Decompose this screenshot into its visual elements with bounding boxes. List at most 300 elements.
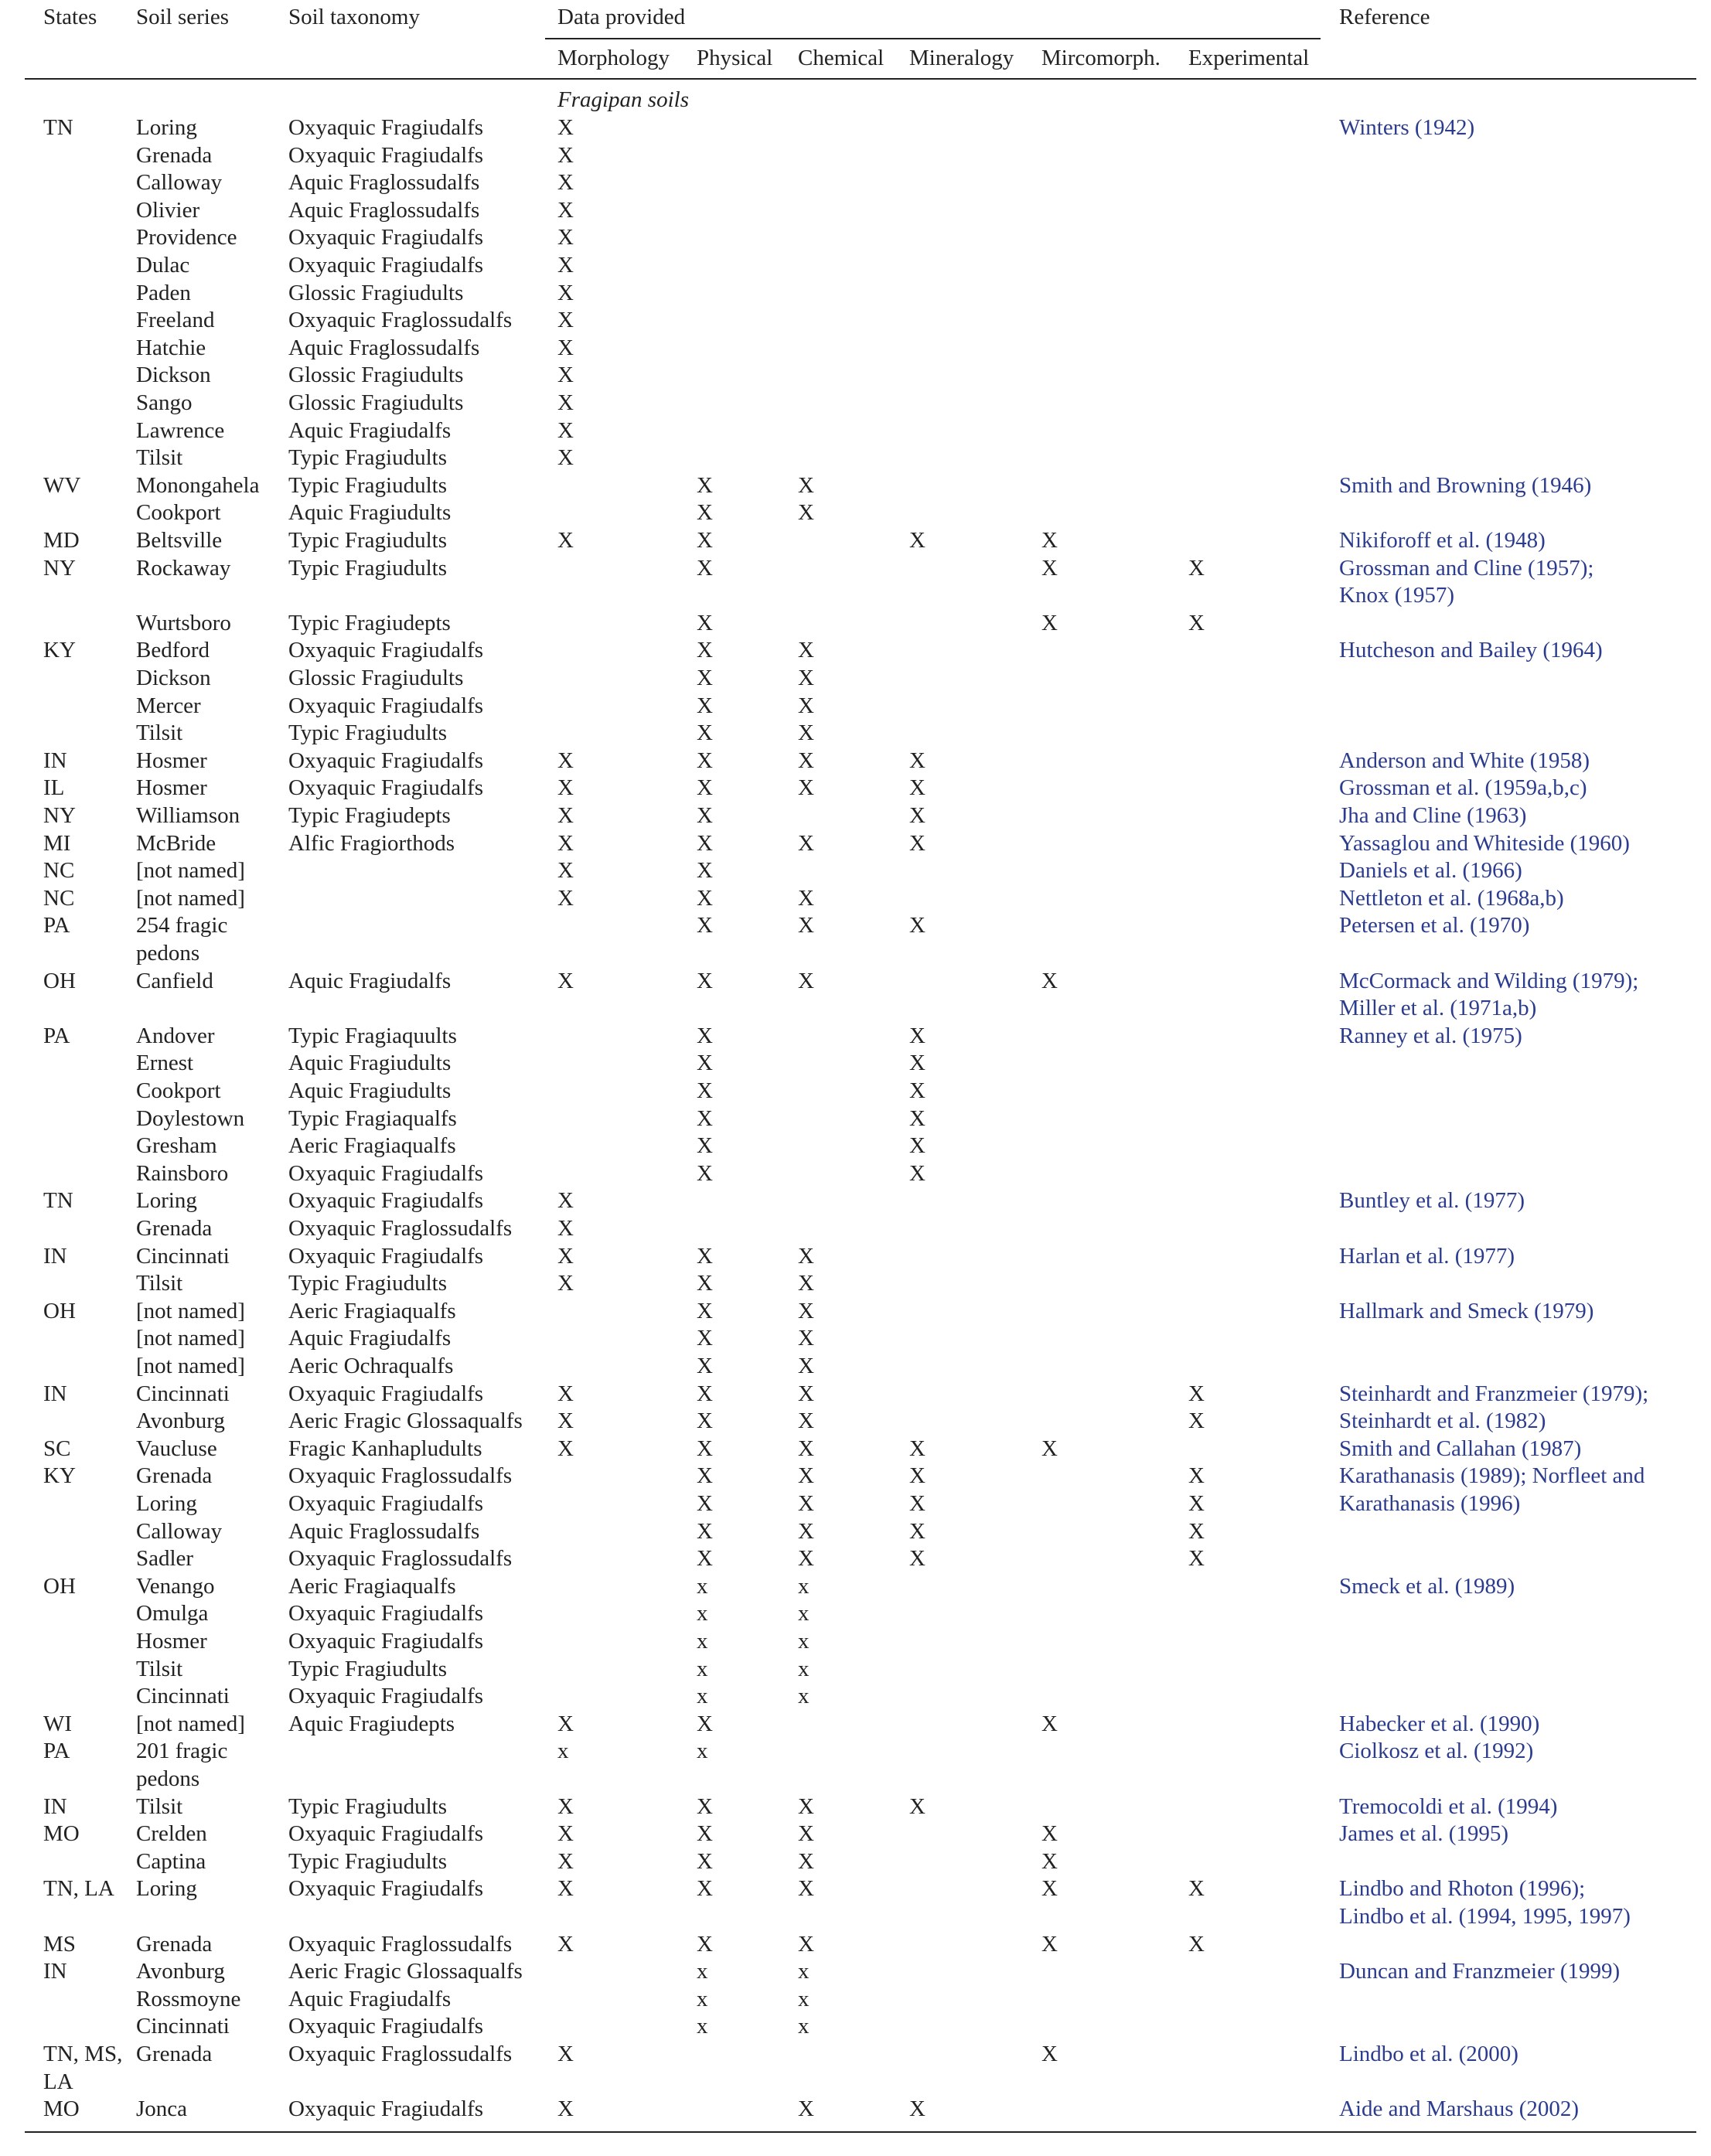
cell-mark-p: X [697, 858, 713, 883]
cell-mark-c: X [798, 913, 814, 938]
cell-soil-series: Lawrence [136, 418, 225, 443]
header-micromorph: Mircomorph. [1041, 46, 1161, 70]
cell-mark-p: X [697, 1491, 713, 1516]
cell-mark-p: X [697, 556, 713, 581]
cell-soil-taxonomy: Typic Fragiudults [288, 473, 447, 498]
cell-mark-m: X [557, 1712, 574, 1736]
cell-mark-c: x [798, 1657, 809, 1681]
cell-state: OH [43, 969, 76, 993]
cell-state: PA [43, 913, 70, 938]
cell-soil-series: Loring [136, 1876, 197, 1901]
cell-mark-m: X [557, 198, 574, 223]
cell-mark-p: X [697, 1408, 713, 1433]
header-morphology: Morphology [557, 46, 670, 70]
cell-mark-mi: X [909, 748, 925, 773]
cell-mark-c: X [798, 473, 814, 498]
cell-mark-m: X [557, 1216, 574, 1241]
cell-state: WI [43, 1712, 73, 1736]
cell-soil-taxonomy: Fragic Kanhapludults [288, 1436, 482, 1461]
reference-link: Steinhardt et al. (1982) [1339, 1408, 1546, 1433]
cell-mark-p: X [697, 1271, 713, 1296]
cell-mark-p: X [697, 666, 713, 690]
reference-link: Harlan et al. (1977) [1339, 1244, 1515, 1269]
cell-soil-series: Grenada [136, 1932, 213, 1957]
cell-state: IN [43, 1794, 67, 1819]
cell-mark-mi: X [909, 1794, 925, 1819]
cell-state: IN [43, 1244, 67, 1269]
header-soil-series: Soil series [136, 5, 230, 29]
header-states: States [43, 5, 97, 29]
section-label: Fragipan soils [557, 87, 689, 112]
cell-soil-taxonomy: Oxyaquic Fragiudalfs [288, 2014, 484, 2038]
cell-mark-mi: X [909, 1463, 925, 1488]
cell-soil-taxonomy: Typic Fragiudults [288, 445, 447, 470]
header-data-provided: Data provided [557, 5, 686, 29]
cell-state: TN [43, 115, 73, 140]
cell-mark-mc: X [1041, 1849, 1058, 1874]
cell-mark-p: X [697, 1876, 713, 1901]
cell-mark-p: X [697, 1463, 713, 1488]
cell-mark-p: X [697, 528, 713, 553]
cell-soil-taxonomy: Typic Fragiudepts [288, 803, 451, 828]
cell-mark-m: X [557, 170, 574, 195]
cell-soil-taxonomy: Aeric Fragiaqualfs [288, 1299, 456, 1323]
cell-soil-taxonomy: Oxyaquic Fragiudalfs [288, 1188, 484, 1213]
cell-soil-taxonomy: Oxyaquic Fragiudalfs [288, 1491, 484, 1516]
cell-state: OH [43, 1299, 76, 1323]
cell-soil-series: Vaucluse [136, 1436, 217, 1461]
cell-mark-mi: X [909, 775, 925, 800]
cell-soil-taxonomy: Oxyaquic Fragiudalfs [288, 1244, 484, 1269]
cell-mark-m: X [557, 2042, 574, 2066]
cell-soil-taxonomy: Aquic Fragiudalfs [288, 418, 452, 443]
cell-mark-c: X [798, 1326, 814, 1350]
cell-soil-series: [not named] [136, 1326, 245, 1350]
cell-mark-c: x [798, 1959, 809, 1984]
cell-soil-taxonomy: Oxyaquic Fragiudalfs [288, 1821, 484, 1846]
cell-mark-m: X [557, 1876, 574, 1901]
cell-mark-c: X [798, 2096, 814, 2121]
cell-soil-series: Williamson [136, 803, 240, 828]
cell-mark-c: X [798, 1794, 814, 1819]
cell-mark-m: X [557, 253, 574, 278]
cell-state: KY [43, 638, 76, 662]
cell-soil-series: pedons [136, 941, 200, 966]
cell-mark-mc: X [1041, 1821, 1058, 1846]
cell-state: SC [43, 1436, 71, 1461]
cell-soil-series: Rockaway [136, 556, 231, 581]
cell-mark-c: X [798, 1491, 814, 1516]
cell-soil-taxonomy: Oxyaquic Fragiudalfs [288, 1601, 484, 1626]
cell-soil-taxonomy: Glossic Fragiudults [288, 281, 464, 305]
cell-mark-mi: X [909, 831, 925, 856]
cell-mark-e: X [1188, 1491, 1205, 1516]
cell-mark-p: X [697, 886, 713, 911]
cell-soil-series: Dickson [136, 363, 211, 387]
cell-mark-m: X [557, 1821, 574, 1846]
cell-mark-mc: X [1041, 2042, 1058, 2066]
cell-soil-series: Jonca [136, 2096, 188, 2121]
cell-soil-series: McBride [136, 831, 216, 856]
reference-link: Tremocoldi et al. (1994) [1339, 1794, 1558, 1819]
cell-mark-p: X [697, 693, 713, 718]
reference-link: Hallmark and Smeck (1979) [1339, 1299, 1594, 1323]
cell-mark-e: X [1188, 1519, 1205, 1544]
cell-state: IN [43, 1381, 67, 1406]
cell-soil-series: Dickson [136, 666, 211, 690]
cell-soil-series: Tilsit [136, 720, 183, 745]
cell-soil-taxonomy: Aquic Fraglossudalfs [288, 198, 480, 223]
cell-mark-c: x [798, 1629, 809, 1654]
cell-mark-p: X [697, 748, 713, 773]
cell-mark-m: X [557, 445, 574, 470]
cell-mark-mi: X [909, 1161, 925, 1186]
cell-mark-c: X [798, 1849, 814, 1874]
reference-link: Habecker et al. (1990) [1339, 1712, 1540, 1736]
cell-mark-m: X [557, 225, 574, 250]
reference-link: Petersen et al. (1970) [1339, 913, 1530, 938]
cell-soil-taxonomy: Aeric Fragic Glossaqualfs [288, 1408, 523, 1433]
cell-soil-series: Calloway [136, 170, 223, 195]
header-mineralogy: Mineralogy [909, 46, 1014, 70]
cell-state: MS [43, 1932, 76, 1957]
cell-mark-c: X [798, 1299, 814, 1323]
cell-soil-taxonomy: Glossic Fragiudults [288, 390, 464, 415]
cell-mark-c: X [798, 748, 814, 773]
cell-soil-taxonomy: Oxyaquic Fragiudalfs [288, 1684, 484, 1708]
cell-mark-c: x [798, 1601, 809, 1626]
cell-soil-taxonomy: Oxyaquic Fragiudalfs [288, 693, 484, 718]
cell-soil-taxonomy: Aeric Fragiaqualfs [288, 1133, 456, 1158]
cell-mark-m: X [557, 858, 574, 883]
cell-state: NC [43, 858, 75, 883]
cell-mark-e: X [1188, 1408, 1205, 1433]
cell-mark-c: x [798, 1574, 809, 1599]
reference-link: Aide and Marshaus (2002) [1339, 2096, 1580, 2121]
cell-soil-series: Monongahela [136, 473, 260, 498]
cell-mark-p: X [697, 1051, 713, 1075]
cell-mark-mc: X [1041, 1876, 1058, 1901]
cell-state: NC [43, 886, 75, 911]
table-bottom-rule [25, 2131, 1696, 2133]
cell-soil-series: Canfield [136, 969, 213, 993]
reference-link: Duncan and Franzmeier (1999) [1339, 1959, 1621, 1984]
cell-mark-m: X [557, 775, 574, 800]
cell-soil-taxonomy: Aquic Fraglossudalfs [288, 335, 480, 360]
cell-mark-mi: X [909, 1436, 925, 1461]
cell-soil-taxonomy: Typic Fragiudults [288, 1657, 447, 1681]
reference-link: Nikiforoff et al. (1948) [1339, 528, 1546, 553]
reference-link: Karathanasis (1996) [1339, 1491, 1521, 1516]
reference-link: Steinhardt and Franzmeier (1979); [1339, 1381, 1649, 1406]
cell-mark-m: X [557, 363, 574, 387]
cell-soil-taxonomy: Oxyaquic Fragiudalfs [288, 748, 484, 773]
cell-mark-c: X [798, 1436, 814, 1461]
cell-mark-p: X [697, 1794, 713, 1819]
cell-mark-mi: X [909, 1491, 925, 1516]
cell-mark-c: X [798, 500, 814, 525]
cell-soil-taxonomy: Aeric Fragic Glossaqualfs [288, 1959, 523, 1984]
cell-soil-series: Tilsit [136, 1271, 183, 1296]
reference-link: Grossman et al. (1959a,b,c) [1339, 775, 1587, 800]
cell-soil-taxonomy: Typic Fragiaquults [288, 1024, 457, 1048]
cell-soil-taxonomy: Aquic Fragiudults [288, 1051, 452, 1075]
cell-soil-taxonomy: Typic Fragiudults [288, 1849, 447, 1874]
cell-soil-series: [not named] [136, 886, 245, 911]
reference-link: Winters (1942) [1339, 115, 1475, 140]
cell-soil-series: Tilsit [136, 1794, 183, 1819]
cell-mark-mc: X [1041, 556, 1058, 581]
cell-mark-m: X [557, 281, 574, 305]
cell-mark-m: X [557, 1849, 574, 1874]
cell-mark-p: X [697, 1546, 713, 1571]
cell-soil-taxonomy: Oxyaquic Fragiudalfs [288, 225, 484, 250]
cell-mark-mi: X [909, 1078, 925, 1103]
cell-soil-taxonomy: Aquic Fragiudepts [288, 1712, 455, 1736]
cell-soil-series: [not named] [136, 1354, 245, 1378]
cell-soil-taxonomy: Glossic Fragiudults [288, 666, 464, 690]
cell-soil-series: Venango [136, 1574, 215, 1599]
cell-soil-series: Mercer [136, 693, 201, 718]
reference-link: Ranney et al. (1975) [1339, 1024, 1522, 1048]
cell-mark-p: x [697, 1739, 708, 1763]
top-rule [545, 38, 1321, 39]
cell-mark-p: X [697, 1821, 713, 1846]
cell-mark-p: X [697, 1133, 713, 1158]
cell-soil-series: Tilsit [136, 1657, 183, 1681]
reference-link: Anderson and White (1958) [1339, 748, 1590, 773]
cell-mark-p: x [697, 1987, 708, 2011]
cell-soil-taxonomy: Oxyaquic Fraglossudalfs [288, 1463, 513, 1488]
cell-mark-c: X [798, 1354, 814, 1378]
cell-mark-mi: X [909, 1051, 925, 1075]
cell-soil-taxonomy: Typic Fragiudults [288, 1794, 447, 1819]
cell-soil-series: pedons [136, 1766, 200, 1791]
cell-mark-p: X [697, 969, 713, 993]
cell-soil-taxonomy: Typic Fragiudults [288, 556, 447, 581]
cell-soil-taxonomy: Aquic Fragiudalfs [288, 1326, 452, 1350]
cell-soil-taxonomy: Aquic Fragiudults [288, 500, 452, 525]
cell-mark-mi: X [909, 528, 925, 553]
reference-link: Lindbo et al. (1994, 1995, 1997) [1339, 1904, 1631, 1929]
cell-mark-mc: X [1041, 969, 1058, 993]
cell-mark-c: X [798, 886, 814, 911]
cell-mark-c: X [798, 1932, 814, 1957]
cell-soil-series: Cincinnati [136, 1381, 230, 1406]
cell-soil-series: Wurtsboro [136, 611, 231, 635]
cell-mark-p: X [697, 1849, 713, 1874]
cell-mark-mi: X [909, 1106, 925, 1131]
cell-soil-series: Doylestown [136, 1106, 245, 1131]
cell-mark-m: X [557, 1244, 574, 1269]
cell-soil-series: Cincinnati [136, 1684, 230, 1708]
cell-soil-series: Hatchie [136, 335, 206, 360]
cell-mark-m: X [557, 886, 574, 911]
cell-soil-series: Crelden [136, 1821, 207, 1846]
cell-soil-taxonomy: Glossic Fragiudults [288, 363, 464, 387]
cell-mark-p: X [697, 500, 713, 525]
cell-mark-c: X [798, 1876, 814, 1901]
cell-soil-series: Grenada [136, 2042, 213, 2066]
cell-state: MO [43, 1821, 80, 1846]
cell-soil-taxonomy: Typic Fragiudults [288, 528, 447, 553]
cell-mark-p: X [697, 638, 713, 662]
cell-mark-c: X [798, 1271, 814, 1296]
cell-mark-c: X [798, 1381, 814, 1406]
reference-link: Ciolkosz et al. (1992) [1339, 1739, 1534, 1763]
cell-soil-series: [not named] [136, 1299, 245, 1323]
cell-state: TN, LA [43, 1876, 114, 1901]
cell-mark-p: X [697, 1519, 713, 1544]
cell-mark-m: X [557, 418, 574, 443]
cell-state: PA [43, 1739, 70, 1763]
cell-soil-series: Hosmer [136, 748, 207, 773]
cell-mark-p: X [697, 1106, 713, 1131]
reference-link: Karathanasis (1989); Norfleet and [1339, 1463, 1645, 1488]
cell-mark-mc: X [1041, 1712, 1058, 1736]
cell-soil-taxonomy: Oxyaquic Fragiudalfs [288, 2096, 484, 2121]
cell-soil-taxonomy: Oxyaquic Fragiudalfs [288, 1876, 484, 1901]
cell-mark-p: x [697, 2014, 708, 2038]
cell-soil-taxonomy: Oxyaquic Fraglossudalfs [288, 1216, 513, 1241]
cell-mark-e: X [1188, 611, 1205, 635]
cell-mark-m: X [557, 335, 574, 360]
cell-mark-m: X [557, 748, 574, 773]
header-bottom-rule [25, 78, 1696, 80]
cell-soil-taxonomy: Aquic Fraglossudalfs [288, 170, 480, 195]
cell-soil-series: Rossmoyne [136, 1987, 241, 2011]
cell-mark-mc: X [1041, 1436, 1058, 1461]
cell-mark-m: X [557, 115, 574, 140]
cell-mark-p: X [697, 1932, 713, 1957]
reference-link: McCormack and Wilding (1979); [1339, 969, 1639, 993]
reference-link: Smith and Browning (1946) [1339, 473, 1592, 498]
cell-state: MD [43, 528, 80, 553]
cell-mark-p: X [697, 1024, 713, 1048]
cell-soil-taxonomy: Aquic Fragiudalfs [288, 969, 452, 993]
cell-soil-taxonomy: Aquic Fragiudults [288, 1078, 452, 1103]
cell-mark-m: X [557, 831, 574, 856]
cell-mark-p: x [697, 1629, 708, 1654]
cell-mark-m: X [557, 1932, 574, 1957]
reference-link: Yassaglou and Whiteside (1960) [1339, 831, 1630, 856]
header-physical: Physical [697, 46, 773, 70]
cell-mark-e: X [1188, 1546, 1205, 1571]
cell-soil-taxonomy: Oxyaquic Fragiudalfs [288, 115, 484, 140]
cell-soil-series: Hosmer [136, 775, 207, 800]
cell-mark-p: X [697, 1244, 713, 1269]
cell-mark-m: X [557, 1381, 574, 1406]
cell-soil-series: Providence [136, 225, 237, 250]
cell-mark-mi: X [909, 1133, 925, 1158]
cell-mark-c: x [798, 2014, 809, 2038]
cell-mark-p: X [697, 831, 713, 856]
cell-mark-c: X [798, 638, 814, 662]
cell-mark-m: X [557, 803, 574, 828]
cell-soil-series: Cincinnati [136, 1244, 230, 1269]
header-experimental: Experimental [1188, 46, 1310, 70]
cell-soil-taxonomy: Aeric Ochraqualfs [288, 1354, 454, 1378]
cell-mark-p: X [697, 1299, 713, 1323]
cell-mark-p: x [697, 1601, 708, 1626]
cell-soil-series: Andover [136, 1024, 215, 1048]
cell-soil-series: 201 fragic [136, 1739, 228, 1763]
cell-soil-series: Bedford [136, 638, 210, 662]
cell-mark-p: x [697, 1574, 708, 1599]
cell-mark-p: X [697, 803, 713, 828]
reference-link: Nettleton et al. (1968a,b) [1339, 886, 1564, 911]
cell-mark-p: X [697, 720, 713, 745]
cell-soil-series: Avonburg [136, 1408, 225, 1433]
cell-state: PA [43, 1024, 70, 1048]
cell-soil-series: [not named] [136, 858, 245, 883]
cell-soil-taxonomy: Oxyaquic Fragiudalfs [288, 253, 484, 278]
cell-soil-series: Cookport [136, 1078, 221, 1103]
cell-mark-p: X [697, 775, 713, 800]
cell-state: NY [43, 803, 76, 828]
reference-link: Lindbo and Rhoton (1996); [1339, 1876, 1586, 1901]
cell-soil-series: Olivier [136, 198, 200, 223]
cell-mark-c: x [798, 1684, 809, 1708]
cell-soil-series: Paden [136, 281, 191, 305]
cell-soil-taxonomy: Oxyaquic Fragiudalfs [288, 1161, 484, 1186]
cell-mark-m: X [557, 1408, 574, 1433]
reference-link: James et al. (1995) [1339, 1821, 1509, 1846]
cell-soil-series: Cookport [136, 500, 221, 525]
cell-mark-p: X [697, 1381, 713, 1406]
cell-soil-series: Omulga [136, 1601, 209, 1626]
cell-mark-c: X [798, 969, 814, 993]
cell-state: MO [43, 2096, 80, 2121]
cell-state: MI [43, 831, 71, 856]
cell-soil-taxonomy: Aquic Fragiudalfs [288, 1987, 452, 2011]
cell-mark-m: X [557, 528, 574, 553]
cell-soil-series: Tilsit [136, 445, 183, 470]
reference-link: Smeck et al. (1989) [1339, 1574, 1515, 1599]
cell-soil-taxonomy: Typic Fragiaqualfs [288, 1106, 457, 1131]
cell-soil-taxonomy: Oxyaquic Fragiudalfs [288, 775, 484, 800]
cell-soil-taxonomy: Alfic Fragiorthods [288, 831, 455, 856]
cell-state: IN [43, 1959, 67, 1984]
cell-mark-c: X [798, 693, 814, 718]
cell-soil-series: Loring [136, 1491, 197, 1516]
cell-mark-mc: X [1041, 611, 1058, 635]
cell-state: TN, MS, [43, 2042, 123, 2066]
cell-mark-e: X [1188, 556, 1205, 581]
reference-link: Miller et al. (1971a,b) [1339, 996, 1537, 1020]
cell-soil-series: Grenada [136, 143, 213, 168]
cell-mark-e: X [1188, 1463, 1205, 1488]
cell-soil-series: Rainsboro [136, 1161, 229, 1186]
cell-soil-series: Loring [136, 1188, 197, 1213]
cell-mark-mc: X [1041, 1932, 1058, 1957]
cell-soil-series: Grenada [136, 1216, 213, 1241]
cell-mark-p: X [697, 1078, 713, 1103]
cell-soil-taxonomy: Typic Fragiudepts [288, 611, 451, 635]
reference-link: Lindbo et al. (2000) [1339, 2042, 1518, 2066]
cell-mark-mc: X [1041, 528, 1058, 553]
cell-mark-p: X [697, 1326, 713, 1350]
cell-soil-taxonomy: Typic Fragiudults [288, 720, 447, 745]
cell-soil-series: Cincinnati [136, 2014, 230, 2038]
cell-mark-p: X [697, 913, 713, 938]
cell-mark-m: X [557, 1188, 574, 1213]
cell-mark-m: X [557, 308, 574, 332]
reference-link: Jha and Cline (1963) [1339, 803, 1527, 828]
cell-soil-series: Dulac [136, 253, 190, 278]
cell-mark-c: X [798, 1463, 814, 1488]
cell-mark-c: X [798, 775, 814, 800]
